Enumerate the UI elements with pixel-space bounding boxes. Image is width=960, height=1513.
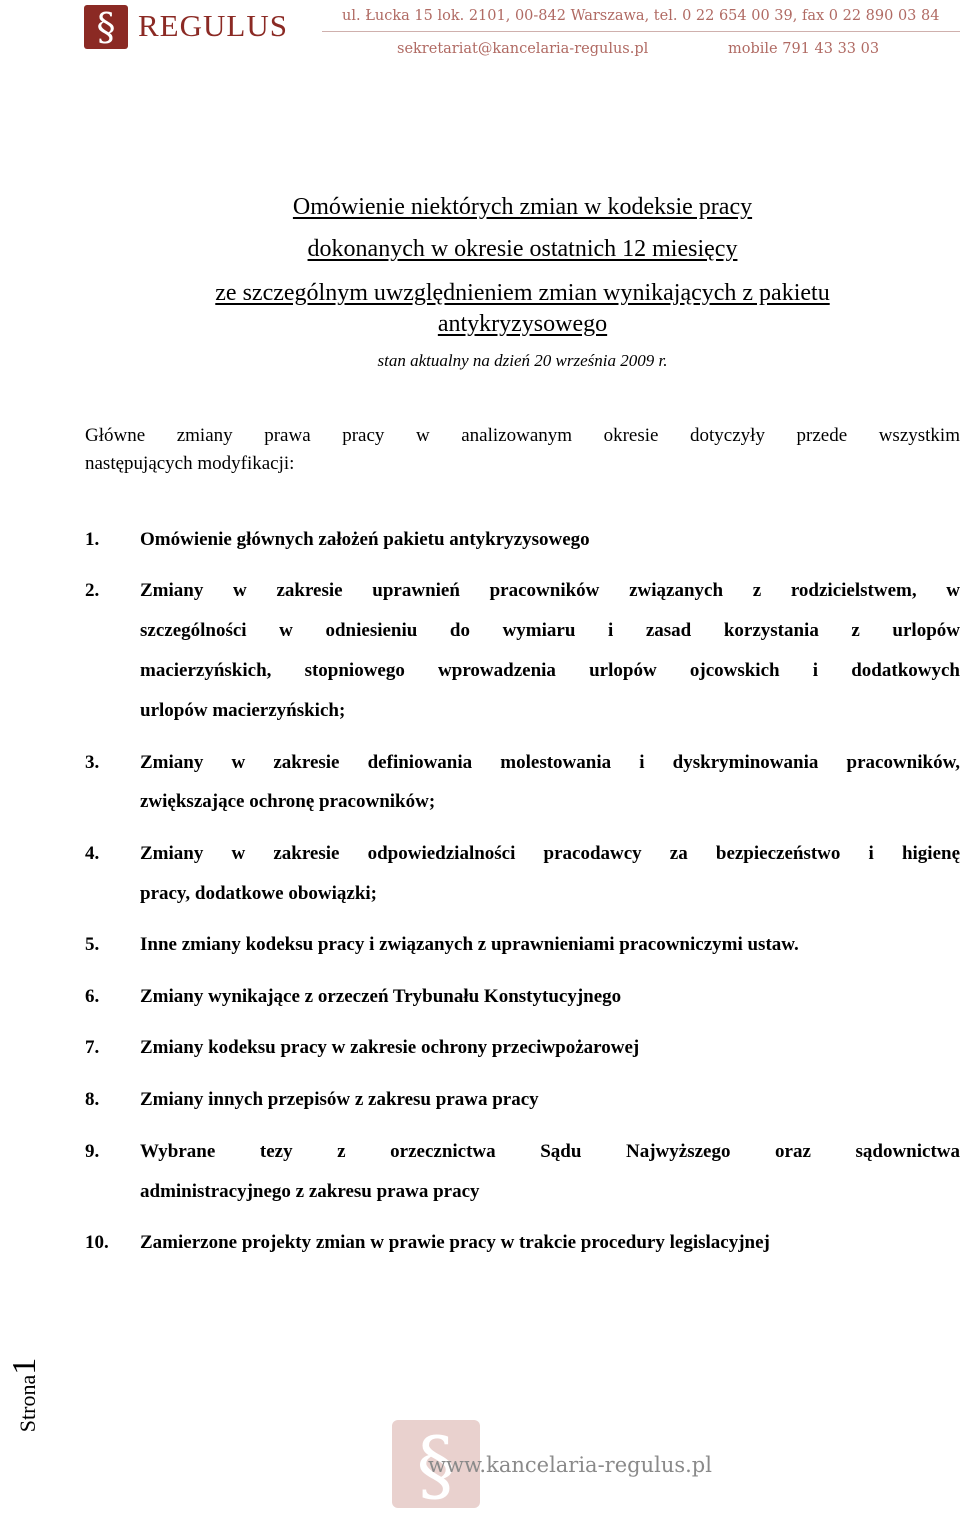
contact-mobile: mobile 791 43 33 03 (728, 41, 880, 57)
brand-name: REGULUS (138, 8, 288, 43)
list-item-number: 4. (85, 843, 100, 864)
page-word: Strona (15, 1374, 40, 1433)
contact-address: ul. Łucka 15 lok. 2101, 00-842 Warszawa, tel. 0 22 654 00 39, fax 0 22 890 03 84 (342, 8, 940, 24)
document-title-line-2: dokonanych w okresie ostatnich 12 miesięcy (307, 236, 738, 262)
list-item-number: 9. (85, 1141, 100, 1162)
list-item-text: pracy, dodatkowe obowiązki; (140, 883, 377, 904)
list-item-text: Wybrane tezy z orzecznictwa Sądu Najwyższego oraz sądownictwa (140, 1141, 960, 1162)
intro-paragraph-line-2: następujących modyfikacji: (85, 453, 295, 474)
page-number-label (6, 1350, 44, 1440)
svg-text:§: § (96, 5, 116, 49)
list-item-number: 6. (85, 986, 100, 1007)
logo-icon (84, 5, 128, 49)
list-item-text: Zamierzone projekty zmian w prawie pracy w trakcie procedury legislacyjnej (140, 1232, 770, 1253)
svg-text:§: § (416, 1421, 456, 1508)
list-item-text: macierzyńskich, stopniowego wprowadzenia urlopów ojcowskich i dodatkowych (140, 660, 960, 681)
list-item-number: 2. (85, 580, 100, 601)
list-item-number: 3. (85, 752, 100, 773)
footer-website-link[interactable]: www.kancelaria-regulus.pl (428, 1453, 712, 1477)
header-divider (322, 31, 960, 32)
list-item-text: zwiększające ochronę pracowników; (140, 791, 436, 812)
list-item-text: Zmiany innych przepisów z zakresu prawa pracy (140, 1089, 539, 1110)
list-item-text: Zmiany w zakresie definiowania molestowania i dyskryminowania pracowników, (140, 752, 960, 773)
list-item-text: Zmiany wynikające z orzeczeń Trybunału Konstytucyjnego (140, 986, 622, 1007)
list-item-number: 1. (85, 529, 100, 550)
list-item-text: urlopów macierzyńskich; (140, 700, 346, 721)
list-item-text: Zmiany kodeksu pracy w zakresie ochrony przeciwpożarowej (140, 1037, 640, 1058)
list-item-number: 5. (85, 934, 100, 955)
list-item-number: 10. (85, 1232, 109, 1253)
document-title-line-3: ze szczególnym uwzględnieniem zmian wynikających z pakietu (215, 280, 830, 306)
list-item-number: 8. (85, 1089, 100, 1110)
list-item-text: szczególności w odniesieniu do wymiaru i zasad korzystania z urlopów (140, 620, 960, 641)
document-title-line-4: antykryzysowego (437, 311, 608, 337)
list-item-text: Inne zmiany kodeksu pracy i związanych z uprawnieniami pracowniczymi ustaw. (140, 934, 799, 955)
list-item-text: Omówienie głównych założeń pakietu antykryzysowego (140, 529, 590, 550)
intro-paragraph-line-1: Główne zmiany prawa pracy w analizowanym okresie dotyczyły przede wszystkim (85, 425, 960, 446)
list-item-text: Zmiany w zakresie odpowiedzialności pracodawcy za bezpieczeństwo i higienę (140, 843, 960, 864)
list-item-text: administracyjnego z zakresu prawa pracy (140, 1181, 480, 1202)
list-item-number: 7. (85, 1037, 100, 1058)
page-number: 1 (6, 1357, 43, 1375)
contact-email[interactable]: sekretariat@kancelaria-regulus.pl (397, 41, 649, 57)
document-title-line-1: Omówienie niektórych zmian w kodeksie pracy (292, 194, 753, 220)
list-item-text: Zmiany w zakresie uprawnień pracowników związanych z rodzicielstwem, w (140, 580, 960, 601)
status-date: stan aktualny na dzień 20 września 2009 r. (377, 351, 668, 370)
